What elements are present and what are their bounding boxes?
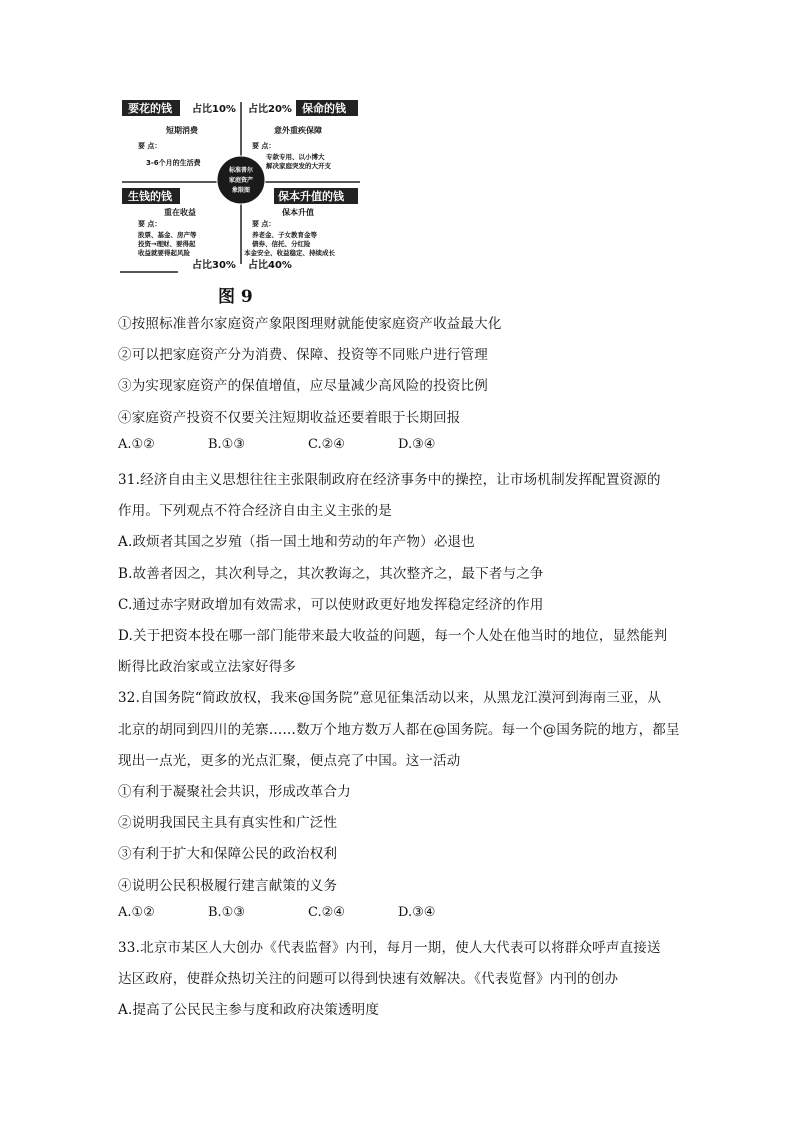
quadrant-point-tr-2: 解决家庭突发的大开支: [266, 162, 331, 170]
quadrant-points-label-tr: 要 点：: [252, 142, 276, 150]
q30-option-a: A.①②: [118, 437, 155, 452]
q30-option-b: B.①③: [208, 437, 245, 452]
q32-statement-3: ③有利于扩大和保障公民的政治权利: [118, 846, 338, 862]
q32-options: [118, 905, 435, 920]
q33-stem-line-2: 达区政府，使群众热切关注的问题可以得到快速有效解决。《代表览督》内刊的创办: [118, 971, 619, 987]
q33-stem-line-1: 33.北京市某区人大创办《代表监督》内刊，每月一期，使人大代表可以将群众呼声直接送: [118, 940, 661, 956]
figure-caption: 图 9: [218, 287, 253, 307]
center-label-1: 标准普尔: [228, 167, 254, 174]
q30-option-c: C.②④: [308, 437, 345, 452]
q32-stem-line-3: 现出一点光，更多的光点汇聚，便点亮了中国。这一活动: [118, 753, 461, 769]
q32-stem-line-2: 北京的胡同到四川的羌寨……数万个地方数万人都在@国务院。每一个@国务院的地方，都呈: [118, 722, 680, 738]
quadrant-title-br: 保本升值的钱: [278, 190, 344, 203]
quadrant-point-bl-2: 投资→理财、要得起: [138, 240, 196, 248]
q31-stem-line-1: 31.经济自由主义思想往往主张限制政府在经济事务中的操控，让市场机制发挥配置资源的: [118, 472, 661, 488]
q32-statement-4: ④说明公民积极履行建言献策的义务: [118, 878, 338, 894]
quadrant-point-br-1: 养老金、子女教育金等: [252, 231, 317, 239]
quadrant-title-bl: 生钱的钱: [128, 190, 172, 203]
quadrant-points-label-bl: 要 点：: [138, 220, 162, 228]
quadrant-point-bl-1: 股票、基金、房产等: [138, 231, 197, 239]
q30-statement-1: ①按照标准普尔家庭资产象限图理财就能使家庭资产收益最大化: [118, 316, 502, 332]
quadrant-point-br-3: 本金安全、收益稳定、持续成长: [244, 249, 335, 257]
q30-statement-3: ③为实现家庭资产的保值增值，应尽量减少高风险的投资比例: [118, 378, 488, 394]
quadrant-percent-bl: 占比30%: [192, 260, 236, 271]
q31-option-d-line-2: 断得比政治家或立法家好得多: [118, 659, 297, 675]
q32-option-c: C.②④: [308, 905, 345, 920]
q30-option-d: D.③④: [398, 437, 436, 452]
quadrant-title-tl: 要花的钱: [128, 102, 172, 115]
quadrant-subtitle-tl: 短期消费: [166, 126, 198, 135]
quadrant-subtitle-bl: 重在收益: [164, 208, 196, 217]
quadrant-points-label-tl: 要 点：: [138, 142, 162, 150]
center-label-2: 家庭资产: [228, 177, 254, 184]
q30-statement-4: ④家庭资产投资不仅要关注短期收益还要着眼于长期回报: [118, 410, 461, 426]
q30-options: [118, 437, 435, 452]
quadrant-point-tl-1: 3-6个月的生活费: [146, 159, 201, 167]
quadrant-point-bl-3: 收益就要得起风险: [138, 249, 190, 257]
quadrant-subtitle-tr: 意外重疾保障: [274, 126, 322, 135]
quadrant-point-tr-1: 专款专用、以小博大: [266, 153, 325, 161]
q32-option-d: D.③④: [398, 905, 436, 920]
q31-option-a: A.政烦者其国之岁殖（指一国土地和劳动的年产物）必退也: [118, 534, 475, 550]
q31-option-b: B.故善者因之，其次利导之，其次教诲之，其次整齐之，最下者与之争: [118, 566, 544, 582]
q31-option-d-line-1: D.关于把资本投在哪一部门能带来最大收益的问题，每一个人处在他当时的地位，显然能判: [118, 628, 668, 644]
asset-quadrant-figure: [118, 96, 364, 274]
q33-option-a: A.提高了公民民主参与度和政府决策透明度: [118, 1002, 380, 1018]
q32-stem-line-1: 32.自国务院“简政放权，我来@国务院”意见征集活动以来，从黑龙江漠河到海南三亚，从: [118, 690, 662, 706]
quadrant-points-label-br: 要 点：: [252, 220, 276, 228]
quadrant-percent-br: 占比40%: [248, 260, 292, 271]
q31-stem-line-2: 作用。下列观点不符合经济自由主义主张的是: [118, 503, 392, 519]
quadrant-title-tr: 保命的钱: [302, 102, 346, 115]
center-label-3: 象限图: [231, 187, 251, 194]
quadrant-point-br-2: 债券、信托、分红险: [252, 240, 311, 248]
q32-statement-2: ②说明我国民主具有真实性和广泛性: [118, 815, 338, 831]
quadrant-diagram: [118, 96, 364, 274]
q31-option-c: C.通过赤字财政增加有效需求，可以使财政更好地发挥稳定经济的作用: [118, 597, 544, 613]
quadrant-percent-tr: 占比20%: [248, 104, 292, 115]
quadrant-percent-tl: 占比10%: [192, 104, 236, 115]
q32-statement-1: ①有利于凝聚社会共识，形成改革合力: [118, 784, 351, 800]
q30-statement-2: ②可以把家庭资产分为消费、保障、投资等不同账户进行管理: [118, 347, 488, 363]
q32-option-b: B.①③: [208, 905, 245, 920]
q32-option-a: A.①②: [118, 905, 155, 920]
quadrant-subtitle-br: 保本升值: [282, 208, 314, 217]
